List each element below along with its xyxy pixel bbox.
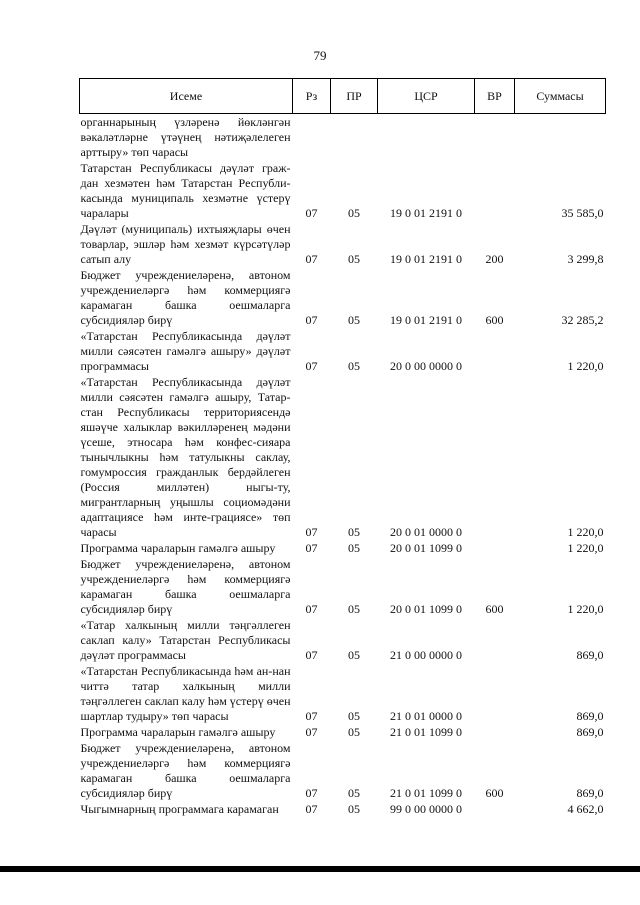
header-csr: ЦСР (378, 79, 475, 114)
cell-sum: 1 220,0 (567, 359, 604, 373)
cell-sum (515, 114, 606, 161)
cell-vr (475, 663, 515, 724)
cell-name: «Татарстан Республикасында дәүләт милли сәясәтен гамәлгә ашыру, Татар-стан Республикасы территориясендә яшәүче халыклар вәкилләренең мәдәни үсеше, этносара һәм конфес-сияара тынычлыкны һәм татулыкны саклау, гомумроссия гражданлык бердәйлеген (Россия милләтен) ныгы-ту, мигрантларның уңышлы социомәдәни адаптациясе һәм инте-грациясе» төп чарасы (80, 375, 291, 539)
cell-csr: 21 0 01 1099 0 (390, 786, 462, 800)
cell-rz: 07 (305, 786, 318, 800)
cell-vr (475, 374, 515, 540)
cell-csr (378, 114, 475, 161)
cell-vr (475, 617, 515, 663)
header-sum: Суммасы (515, 79, 606, 114)
header-vr: ВР (475, 79, 515, 114)
cell-name: Бюджет учреждениеләренә, автоном учреждениеләргә һәм коммерциягә карамаган башка оешмаларга субсидияләр бирү (80, 557, 291, 616)
cell-name: Бюджет учреждениеләренә, автоном учреждениеләргә һәм коммерциягә карамаган башка оешмаларга субсидияләр бирү (80, 268, 291, 327)
cell-pr: 05 (348, 525, 360, 539)
table-row (80, 374, 606, 540)
cell-rz: 07 (305, 709, 318, 723)
cell-csr: 19 0 01 2191 0 (390, 313, 462, 327)
cell-pr: 05 (348, 541, 360, 555)
cell-vr: 200 (485, 252, 504, 266)
cell-vr (475, 724, 515, 740)
header-rz: Рз (293, 79, 331, 114)
table-row (80, 540, 606, 556)
table-row (80, 556, 606, 617)
table-header (80, 79, 606, 114)
table-row (80, 114, 606, 161)
cell-csr: 99 0 00 0000 0 (390, 802, 462, 816)
table-row (80, 221, 606, 267)
cell-name: Программа чараларын гамәлгә ашыру (80, 725, 276, 739)
cell-csr: 20 0 01 0000 0 (390, 525, 462, 539)
cell-rz: 07 (305, 648, 318, 662)
cell-pr: 05 (348, 313, 360, 327)
cell-vr: 600 (485, 313, 504, 327)
cell-rz: 07 (305, 206, 318, 220)
cell-pr: 05 (348, 725, 360, 739)
cell-name: органнарының үзләренә йөкләнгән вәкаләтләрне үтәүнең нәтиҗәлелеген арттыру» төп чарасы (80, 115, 291, 159)
cell-pr: 05 (348, 206, 360, 220)
header-pr: ПР (331, 79, 378, 114)
cell-rz: 07 (305, 359, 318, 373)
cell-pr: 05 (348, 602, 360, 616)
cell-csr: 20 0 01 1099 0 (390, 602, 462, 616)
table-row (80, 617, 606, 663)
cell-pr (331, 114, 378, 161)
cell-sum: 1 220,0 (567, 525, 604, 539)
budget-table (79, 78, 606, 817)
cell-name: Дәүләт (муниципаль) ихтыяҗлары өчен товарлар, эшләр һәм хезмәт күрсәтүләр сатып алу (80, 222, 291, 266)
cell-vr (475, 114, 515, 161)
cell-sum: 869,0 (576, 648, 604, 662)
cell-rz: 07 (305, 313, 318, 327)
cell-pr: 05 (348, 802, 360, 816)
cell-rz: 07 (305, 525, 318, 539)
cell-sum: 4 662,0 (567, 802, 604, 816)
cell-vr (475, 540, 515, 556)
cell-vr: 600 (485, 786, 504, 800)
cell-sum: 3 299,8 (567, 252, 604, 266)
table-row (80, 160, 606, 221)
cell-csr: 19 0 01 2191 0 (390, 206, 462, 220)
table-body (80, 114, 606, 818)
cell-vr: 600 (485, 602, 504, 616)
cell-name: Бюджет учреждениеләренә, автоном учреждениеләргә һәм коммерциягә карамаган башка оешмаларга субсидияләр бирү (80, 741, 291, 800)
cell-pr: 05 (348, 786, 360, 800)
cell-csr: 21 0 00 0000 0 (390, 648, 462, 662)
table-row (80, 663, 606, 724)
cell-pr: 05 (348, 648, 360, 662)
cell-vr (475, 328, 515, 374)
cell-pr: 05 (348, 252, 360, 266)
cell-sum: 35 585,0 (561, 206, 604, 220)
page-number: 79 (313, 48, 327, 63)
cell-vr (475, 801, 515, 817)
cell-name: «Татарстан Республикасында һәм ан-нан читтә татар халкының милли тәңгәллеген саклап калу һәм үстерү өчен шартлар тудыру» төп чарасы (80, 664, 291, 723)
cell-csr: 21 0 01 0000 0 (390, 709, 462, 723)
cell-name: Татарстан Республикасы дәүләт граж-дан хезмәтен һәм Татарстан Республи-касында муниципаль хезмәтне үстерү чаралары (80, 161, 291, 220)
cell-sum: 869,0 (576, 725, 604, 739)
cell-csr: 21 0 01 1099 0 (390, 725, 462, 739)
cell-sum: 32 285,2 (561, 313, 604, 327)
cell-sum: 869,0 (576, 709, 604, 723)
cell-name: «Татарстан Республикасында дәүләт милли сәясәтен гамәлгә ашыру» дәүләт программасы (80, 329, 291, 373)
cell-rz: 07 (305, 725, 318, 739)
cell-rz: 07 (305, 541, 318, 555)
cell-rz: 07 (305, 252, 318, 266)
header-name: Исеме (80, 79, 293, 114)
table-row (80, 801, 606, 817)
cell-pr: 05 (348, 709, 360, 723)
cell-rz: 07 (305, 802, 318, 816)
table-row (80, 328, 606, 374)
table-row (80, 267, 606, 328)
cell-name: «Татар халкының милли тәңгәллеген саклап калу» Татарстан Республикасы дәүләт программасы (80, 618, 291, 662)
cell-rz (293, 114, 331, 161)
cell-csr: 20 0 01 1099 0 (390, 541, 462, 555)
cell-name: Чыгымнарның программага карамаган (80, 802, 279, 816)
cell-pr: 05 (348, 359, 360, 373)
cell-sum: 869,0 (576, 786, 604, 800)
table-row (80, 740, 606, 801)
cell-name: Программа чараларын гамәлгә ашыру (80, 541, 276, 555)
cell-sum: 1 220,0 (567, 602, 604, 616)
scan-edge-bar (0, 866, 640, 872)
cell-rz: 07 (305, 602, 318, 616)
cell-csr: 20 0 00 0000 0 (390, 359, 462, 373)
table-row (80, 724, 606, 740)
cell-csr: 19 0 01 2191 0 (390, 252, 462, 266)
cell-vr (475, 160, 515, 221)
cell-sum: 1 220,0 (567, 541, 604, 555)
